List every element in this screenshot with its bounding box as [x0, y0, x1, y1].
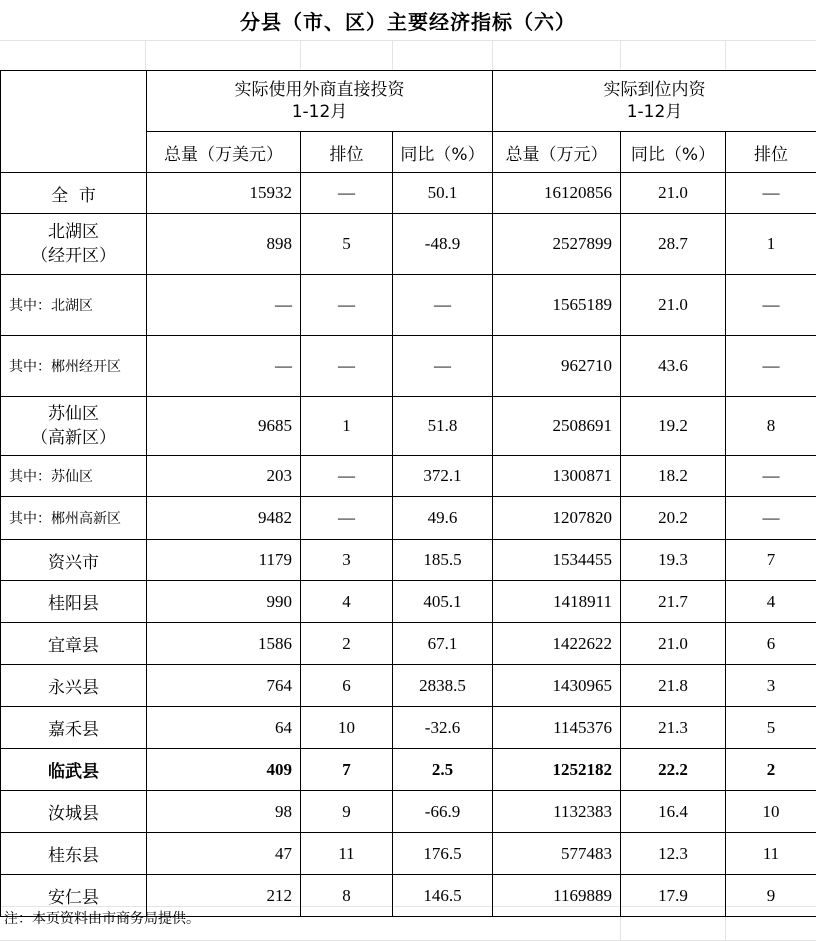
domestic-yoy-cell: 21.0	[621, 623, 726, 665]
domestic-rank-cell: 11	[726, 833, 816, 875]
header-fdi-period: 1-12月	[291, 102, 348, 122]
domestic-yoy-cell: 19.2	[621, 397, 726, 456]
row-name: 嘉禾县	[48, 720, 99, 740]
table-row	[1, 665, 816, 707]
fdi-yoy-cell: 50.1	[393, 173, 493, 214]
gridline	[725, 40, 726, 70]
row-name-cell	[1, 214, 147, 275]
domestic-rank-cell: 9	[726, 875, 816, 917]
indicator-table	[0, 70, 816, 917]
row-name: 全 市	[51, 185, 96, 206]
gridline	[300, 40, 301, 70]
row-name-cell	[1, 833, 147, 875]
fdi-rank-cell: 3	[301, 540, 393, 581]
domestic-total-cell: 2508691	[493, 397, 621, 456]
fdi-yoy-cell: 405.1	[393, 581, 493, 623]
table-row	[1, 791, 816, 833]
fdi-yoy-cell: 176.5	[393, 833, 493, 875]
row-name: 其中：郴州经开区	[9, 359, 121, 375]
fdi-yoy-cell: 146.5	[393, 875, 493, 917]
domestic-total-cell: 1145376	[493, 707, 621, 749]
fdi-total-cell: 1179	[147, 540, 301, 581]
header-fdi-total: 总量（万美元）	[147, 132, 301, 173]
row-name: 苏仙区	[48, 404, 99, 424]
fdi-rank-cell: 6	[301, 665, 393, 707]
page-title: 分县（市、区）主要经济指标（六）	[240, 9, 576, 34]
row-name: 宜章县	[48, 636, 99, 656]
fdi-yoy-cell: 51.8	[393, 397, 493, 456]
table-row	[1, 275, 816, 336]
gridline	[620, 40, 621, 70]
row-name: 桂阳县	[48, 594, 99, 614]
header-domestic-total: 总量（万元）	[493, 132, 621, 173]
fdi-total-cell: 898	[147, 214, 301, 275]
fdi-yoy-cell: -32.6	[393, 707, 493, 749]
domestic-total-cell: 1418911	[493, 581, 621, 623]
domestic-yoy-cell: 18.2	[621, 456, 726, 497]
gridline	[392, 40, 393, 70]
row-name-cell	[1, 275, 147, 336]
row-name: 其中：北湖区	[9, 298, 93, 314]
domestic-yoy-cell: 43.6	[621, 336, 726, 397]
table-body	[1, 173, 816, 917]
fdi-rank-cell: —	[301, 456, 393, 497]
table-row	[1, 623, 816, 665]
domestic-yoy-cell: 21.8	[621, 665, 726, 707]
gridline	[0, 40, 816, 41]
fdi-rank-cell: 2	[301, 623, 393, 665]
fdi-yoy-cell: 2.5	[393, 749, 493, 791]
domestic-rank-cell: 6	[726, 623, 816, 665]
domestic-total-cell: 1252182	[493, 749, 621, 791]
row-name-cell	[1, 173, 147, 214]
row-name-cell	[1, 665, 147, 707]
fdi-total-cell: 1586	[147, 623, 301, 665]
fdi-total-cell: 98	[147, 791, 301, 833]
fdi-yoy-cell: 2838.5	[393, 665, 493, 707]
domestic-total-cell: 2527899	[493, 214, 621, 275]
table-row	[1, 833, 816, 875]
domestic-total-cell: 962710	[493, 336, 621, 397]
row-name: 永兴县	[48, 678, 99, 698]
domestic-rank-cell: 7	[726, 540, 816, 581]
fdi-yoy-cell: —	[393, 336, 493, 397]
domestic-rank-cell: 1	[726, 214, 816, 275]
fdi-yoy-cell: —	[393, 275, 493, 336]
fdi-total-cell: 212	[147, 875, 301, 917]
fdi-total-cell: 9482	[147, 497, 301, 540]
fdi-yoy-cell: 372.1	[393, 456, 493, 497]
domestic-rank-cell: 4	[726, 581, 816, 623]
domestic-total-cell: 577483	[493, 833, 621, 875]
table-row	[1, 749, 816, 791]
row-name-cell	[1, 623, 147, 665]
domestic-rank-cell: —	[726, 173, 816, 214]
fdi-total-cell: —	[147, 275, 301, 336]
header-fdi-yoy: 同比（%）	[393, 132, 493, 173]
table-row	[1, 397, 816, 456]
row-name: 其中：苏仙区	[9, 469, 93, 485]
fdi-total-cell: 64	[147, 707, 301, 749]
domestic-yoy-cell: 21.0	[621, 173, 726, 214]
domestic-yoy-cell: 21.7	[621, 581, 726, 623]
fdi-total-cell: 990	[147, 581, 301, 623]
fdi-rank-cell: 8	[301, 875, 393, 917]
table-row	[1, 581, 816, 623]
domestic-total-cell: 1422622	[493, 623, 621, 665]
domestic-yoy-cell: 19.3	[621, 540, 726, 581]
gridline	[145, 40, 146, 70]
table-row	[1, 214, 816, 275]
domestic-rank-cell: 5	[726, 707, 816, 749]
row-name-sub: （高新区）	[31, 428, 116, 448]
row-name-cell	[1, 791, 147, 833]
fdi-rank-cell: 7	[301, 749, 393, 791]
domestic-total-cell: 1169889	[493, 875, 621, 917]
domestic-rank-cell: —	[726, 497, 816, 540]
row-name-sub: （经开区）	[31, 246, 116, 266]
gridline	[492, 40, 493, 70]
domestic-yoy-cell: 21.3	[621, 707, 726, 749]
domestic-total-cell: 1132383	[493, 791, 621, 833]
domestic-rank-cell: 10	[726, 791, 816, 833]
domestic-yoy-cell: 16.4	[621, 791, 726, 833]
header-domestic-title: 实际到位内资	[603, 80, 706, 100]
domestic-total-cell: 1430965	[493, 665, 621, 707]
header-domestic-group	[493, 71, 816, 132]
fdi-total-cell: —	[147, 336, 301, 397]
domestic-total-cell: 1300871	[493, 456, 621, 497]
row-name: 其中：郴州高新区	[9, 511, 121, 527]
table-row	[1, 707, 816, 749]
domestic-yoy-cell: 28.7	[621, 214, 726, 275]
header-domestic-rank: 排位	[726, 132, 816, 173]
fdi-rank-cell: —	[301, 173, 393, 214]
fdi-yoy-cell: -66.9	[393, 791, 493, 833]
row-name: 资兴市	[48, 552, 99, 573]
fdi-total-cell: 764	[147, 665, 301, 707]
domestic-yoy-cell: 20.2	[621, 497, 726, 540]
header-corner-cell	[1, 71, 147, 173]
fdi-rank-cell: 1	[301, 397, 393, 456]
row-name-cell	[1, 336, 147, 397]
domestic-yoy-cell: 17.9	[621, 875, 726, 917]
row-name-cell	[1, 749, 147, 791]
table-row	[1, 540, 816, 581]
fdi-total-cell: 203	[147, 456, 301, 497]
row-name: 北湖区	[48, 222, 99, 242]
table-row	[1, 497, 816, 540]
fdi-yoy-cell: 49.6	[393, 497, 493, 540]
fdi-rank-cell: 5	[301, 214, 393, 275]
row-name: 临武县	[48, 762, 99, 782]
fdi-rank-cell: 9	[301, 791, 393, 833]
row-name-cell	[1, 497, 147, 540]
domestic-total-cell: 1534455	[493, 540, 621, 581]
fdi-total-cell: 15932	[147, 173, 301, 214]
header-fdi-group	[147, 71, 493, 132]
domestic-rank-cell: 8	[726, 397, 816, 456]
domestic-rank-cell: 2	[726, 749, 816, 791]
domestic-yoy-cell: 21.0	[621, 275, 726, 336]
header-domestic-yoy: 同比（%）	[621, 132, 726, 173]
domestic-yoy-cell: 12.3	[621, 833, 726, 875]
header-fdi-title: 实际使用外商直接投资	[234, 80, 405, 100]
row-name-cell	[1, 581, 147, 623]
footnote: 注：本页资料由市商务局提供。	[4, 911, 200, 927]
fdi-yoy-cell: 67.1	[393, 623, 493, 665]
domestic-total-cell: 1565189	[493, 275, 621, 336]
domestic-rank-cell: 3	[726, 665, 816, 707]
table-row	[1, 336, 816, 397]
domestic-rank-cell: —	[726, 336, 816, 397]
table-row	[1, 173, 816, 214]
header-fdi-rank: 排位	[301, 132, 393, 173]
row-name-cell	[1, 397, 147, 456]
fdi-rank-cell: —	[301, 497, 393, 540]
fdi-total-cell: 9685	[147, 397, 301, 456]
row-name: 安仁县	[48, 888, 99, 908]
fdi-rank-cell: —	[301, 336, 393, 397]
domestic-rank-cell: —	[726, 456, 816, 497]
fdi-rank-cell: 10	[301, 707, 393, 749]
fdi-total-cell: 47	[147, 833, 301, 875]
row-name-cell	[1, 707, 147, 749]
domestic-total-cell: 1207820	[493, 497, 621, 540]
domestic-rank-cell: —	[726, 275, 816, 336]
row-name-cell	[1, 540, 147, 581]
row-name: 桂东县	[48, 846, 99, 866]
domestic-total-cell: 16120856	[493, 173, 621, 214]
header-domestic-period: 1-12月	[626, 102, 683, 122]
fdi-rank-cell: 11	[301, 833, 393, 875]
row-name-cell	[1, 456, 147, 497]
fdi-total-cell: 409	[147, 749, 301, 791]
fdi-yoy-cell: -48.9	[393, 214, 493, 275]
row-name: 汝城县	[48, 804, 99, 824]
domestic-yoy-cell: 22.2	[621, 749, 726, 791]
fdi-rank-cell: —	[301, 275, 393, 336]
fdi-rank-cell: 4	[301, 581, 393, 623]
fdi-yoy-cell: 185.5	[393, 540, 493, 581]
table-row	[1, 456, 816, 497]
